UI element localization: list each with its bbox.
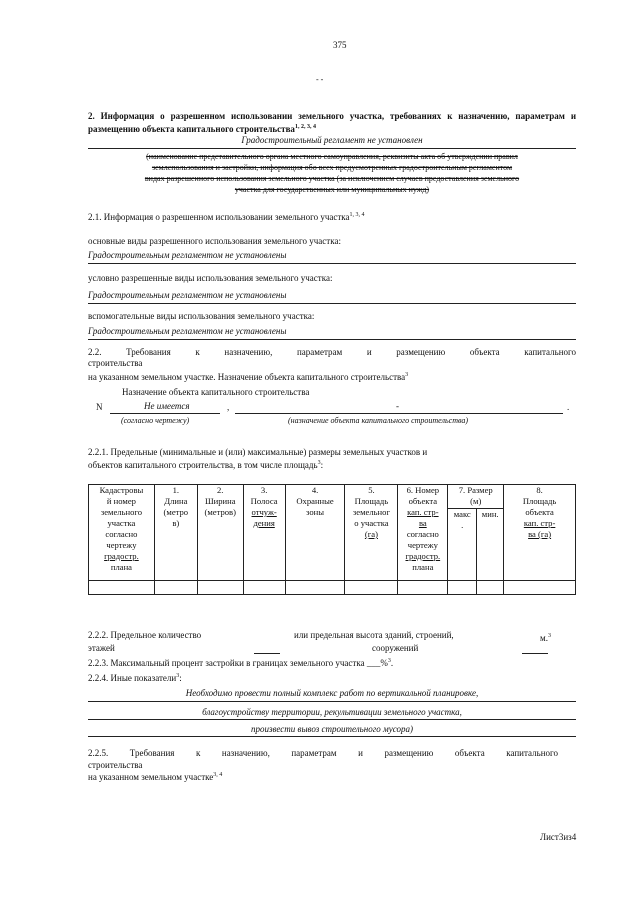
divider <box>88 701 576 702</box>
period: . <box>567 402 570 412</box>
header-protected-zones: 4. Охранные зоны <box>285 485 345 581</box>
section-2-2-2-left-2: этажей <box>88 643 115 653</box>
main-uses-value: Градостроительным регламентом не установлены <box>88 250 287 260</box>
table-row <box>89 581 576 595</box>
table-cell <box>243 581 285 595</box>
divider <box>88 148 576 149</box>
table-cell <box>345 581 398 595</box>
auxiliary-uses-value: Градостроительным регламентом не установлены <box>88 326 287 336</box>
height-blank <box>522 653 548 654</box>
floors-blank <box>254 653 280 654</box>
comma: , <box>227 402 230 412</box>
caption-left: (согласно чертежу) <box>121 416 190 425</box>
table-cell <box>477 581 504 595</box>
section-2-2-2-mid-2: сооружений <box>372 643 419 653</box>
divider <box>88 263 576 264</box>
section-2-2-line-4: Назначение объекта капитального строительства <box>122 387 310 397</box>
n-label: N <box>96 402 103 412</box>
divider <box>88 339 576 340</box>
other-indicators-line-2: благоустройству территории, рекультивации земельного участка, <box>202 707 462 717</box>
height-unit: м.$^3$ <box>540 633 551 643</box>
divider <box>88 303 576 304</box>
note-line-2: землепользования и застройки, информация обо всех предусмотренных градостроительным регламентом <box>151 163 513 172</box>
section-2-heading: 2. Информация о разрешенном использовании земельного участка, требованиях к назначению, параметрам и размещению объекта капитального строительства$^{1, 2, 3, 4}$ <box>88 111 576 134</box>
parameters-table <box>88 484 576 595</box>
section-2-2-3: 2.2.3. Максимальный процент застройки в границах земельного участка ___%$^3$. <box>88 658 394 668</box>
other-indicators-line-3: произвести вывоз строительного мусора) <box>251 724 413 734</box>
section-2-2-4-title: 2.2.4. Иные показатели$^3$: <box>88 673 182 683</box>
table-cell <box>285 581 345 595</box>
conditional-uses-value: Градостроительным регламентом не установлены <box>88 290 287 300</box>
header-object-number: 6. Номер объекта кап. стр- ва согласно чертежу градостр. плана <box>398 485 448 581</box>
note-line-4: участка для государственных или муниципальных нужд) <box>234 185 430 194</box>
table-cell <box>89 581 155 595</box>
section-2-2-2-mid: или предельная высота зданий, строений, <box>294 630 454 640</box>
header-width: 2. Ширина (метров) <box>197 485 243 581</box>
auxiliary-uses-label: вспомогательные виды использования земельного участка: <box>88 311 315 321</box>
section-2-2-1-line-1: 2.2.1. Предельные (минимальные и (или) максимальные) размеры земельных участков и <box>88 447 428 457</box>
page-mark: - - <box>316 75 324 84</box>
header-cadastral-number: Кадастровы й номер земельного участка согласно чертежу градостр. плана <box>89 485 155 581</box>
purpose-value: - <box>396 401 399 411</box>
section-2-2-line-1: 2.2. Требования к назначению, параметрам и размещению объекта капитального <box>88 347 576 357</box>
section-2-2-line-2: строительства <box>88 358 143 368</box>
conditional-uses-label: условно разрешенные виды использования земельного участка: <box>88 273 333 283</box>
sheet-counter: Лист3из4 <box>540 832 577 842</box>
page-number: 375 <box>333 40 347 50</box>
table-cell <box>197 581 243 595</box>
table-cell <box>398 581 448 595</box>
table-cell <box>504 581 576 595</box>
header-plot-area: 5. Площадь земельног о участка (га) <box>345 485 398 581</box>
caption-right: (назначение объекта капитального строительства) <box>288 416 469 425</box>
note-line-1: (наименование представительного органа местного самоуправления, реквизиты акта об утверждении правил <box>146 152 518 161</box>
header-alienation-strip: 3. Полоса отчуж- дения <box>243 485 285 581</box>
section-2-2-2-left: 2.2.2. Предельное количество <box>88 630 202 640</box>
object-number-value: Не имеется <box>144 401 190 411</box>
divider <box>88 719 576 720</box>
header-size: 7. Размер (м) <box>448 485 504 509</box>
note-line-3: видах разрешенного использования земельного участка (за исключением случаев предоставления земельного <box>144 174 520 183</box>
section-2-1-title: 2.1. Информация о разрешенном использовании земельного участка$^{1, 3, 4}$ <box>88 212 365 222</box>
section-2-2-5-line-3: на указанном земельном участке$^{3, 4}$ <box>88 772 223 782</box>
header-size-min: мин. <box>477 509 504 581</box>
table-header-row <box>89 485 576 509</box>
section-2-2-5-line-1: 2.2.5. Требования к назначению, параметрам и размещению объекта капитального <box>88 748 558 758</box>
section-2-2-1-line-2: объектов капитального строительства, в том числе площадь$^3$: <box>88 460 324 470</box>
section-2-2-line-3: на указанном земельном участке. Назначение объекта капитального строительства$^3$ <box>88 372 409 382</box>
header-size-max: макс . <box>448 509 477 581</box>
other-indicators-line-1: Необходимо провести полный комплекс работ по вертикальной планировке, <box>185 688 479 698</box>
reglament-statement: Градостроительный регламент не установлен <box>241 135 423 145</box>
main-uses-label: основные виды разрешенного использования земельного участка: <box>88 236 341 246</box>
object-number-line <box>110 413 220 414</box>
section-2-2-5-line-2: строительства <box>88 760 143 770</box>
table-cell <box>154 581 197 595</box>
purpose-line <box>235 413 563 414</box>
header-length: 1. Длина (метро в) <box>154 485 197 581</box>
divider <box>88 736 576 737</box>
header-object-area: 8. Площадь объекта кап. стр- ва (га) <box>504 485 576 581</box>
table-cell <box>448 581 477 595</box>
